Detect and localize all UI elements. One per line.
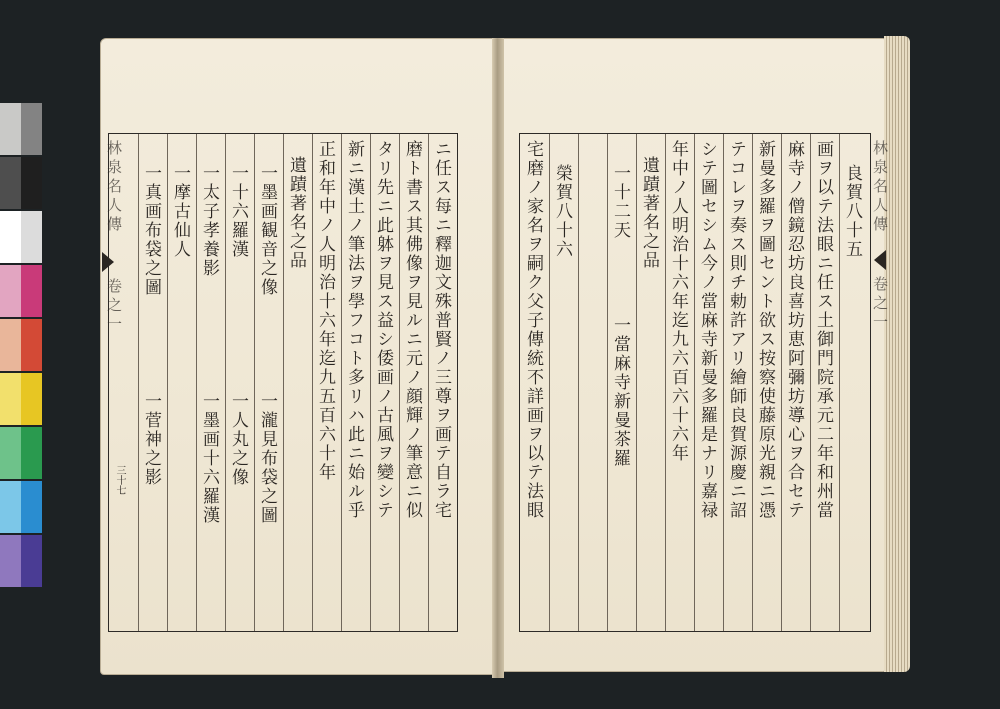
calibration-swatch <box>0 319 21 371</box>
item-column: 一太子孝養影 一墨画十六羅漢 <box>199 164 219 525</box>
text-column: 磨ト書ス其佛像ヲ見ルニ元ノ顔輝ノ筆意ニ似 <box>402 140 422 520</box>
calibration-swatch <box>0 427 21 479</box>
volume-label: 卷之一 <box>105 278 123 335</box>
fold-marker <box>102 252 114 272</box>
text-column: シテ圖セシム今ノ當麻寺新曼多羅是ナリ嘉禄 <box>697 140 717 520</box>
section-heading: 遺蹟著名之品 <box>286 156 306 270</box>
text-column: 正和年中ノ人明治十六年迄九五百六十年 <box>315 140 335 482</box>
fold-marker <box>874 250 886 270</box>
text-column: 年中ノ人明治十六年迄九六百六十六年 <box>668 140 688 463</box>
calibration-swatch <box>21 373 42 425</box>
calibration-swatch <box>21 535 42 587</box>
calibration-swatch <box>0 265 21 317</box>
calibration-swatch <box>21 481 42 533</box>
text-column: 画ヲ以テ法眼ニ任ス土御門院承元二年和州當 <box>813 140 833 520</box>
running-head: 林泉名人傳 <box>105 140 123 235</box>
item-column: 一十六羅漢 一人丸之像 <box>228 164 248 487</box>
text-column: ニ任ス每ニ釋迦文殊普賢ノ三尊ヲ画テ自ラ宅 <box>431 140 451 520</box>
calibration-swatch <box>0 211 21 263</box>
calibration-swatch <box>21 211 42 263</box>
calibration-swatch <box>21 427 42 479</box>
section-heading: 遺蹟著名之品 <box>639 156 659 270</box>
calibration-swatch <box>0 481 21 533</box>
calibration-swatch <box>21 319 42 371</box>
page-edges <box>884 36 910 672</box>
running-head: 林泉名人傳 <box>871 140 889 235</box>
text-column: 宅磨ノ家名ヲ嗣ク父子傳統不詳画ヲ以テ法眼 <box>523 140 543 520</box>
item-column: 一十二天 一當麻寺新曼茶羅 <box>610 164 630 468</box>
item-column: 一真画布袋之圖 一菅神之影 <box>141 164 161 487</box>
calibration-swatch <box>0 157 21 209</box>
book-spine <box>492 38 504 678</box>
volume-label: 卷之一 <box>871 276 889 333</box>
text-column: 麻寺ノ僧鏡忍坊良喜坊恵阿彌坊導心ヲ合セテ <box>784 140 804 520</box>
text-column: 新曼多羅ヲ圖セント欲ス按察使藤原光親ニ憑 <box>755 140 775 520</box>
text-column: 新ニ漢土ノ筆法ヲ學フコト多リハ此ニ始ル乎 <box>344 140 364 520</box>
calibration-swatch <box>0 535 21 587</box>
color-calibration-strip <box>0 103 42 595</box>
calibration-swatch <box>21 103 42 155</box>
artist-heading: 榮賀八十六 <box>552 164 572 259</box>
calibration-swatch <box>0 103 21 155</box>
calibration-swatch <box>21 265 42 317</box>
text-column: テコレヲ奏ス則チ勅許アリ繪師良賀源慶ニ詔 <box>726 140 746 520</box>
item-column: 一摩古仙人 <box>170 164 190 259</box>
right-text-frame <box>519 133 871 632</box>
calibration-swatch <box>21 157 42 209</box>
left-text-frame <box>108 133 458 632</box>
folio-number: 三十七 <box>114 465 125 495</box>
text-column: タリ先ニ此躰ヲ見ス益シ倭画ノ古風ヲ變シテ <box>373 140 393 520</box>
artist-heading: 良賀八十五 <box>842 164 862 259</box>
item-column: 一墨画観音之像 一瀧見布袋之圖 <box>257 164 277 525</box>
calibration-swatch <box>0 373 21 425</box>
